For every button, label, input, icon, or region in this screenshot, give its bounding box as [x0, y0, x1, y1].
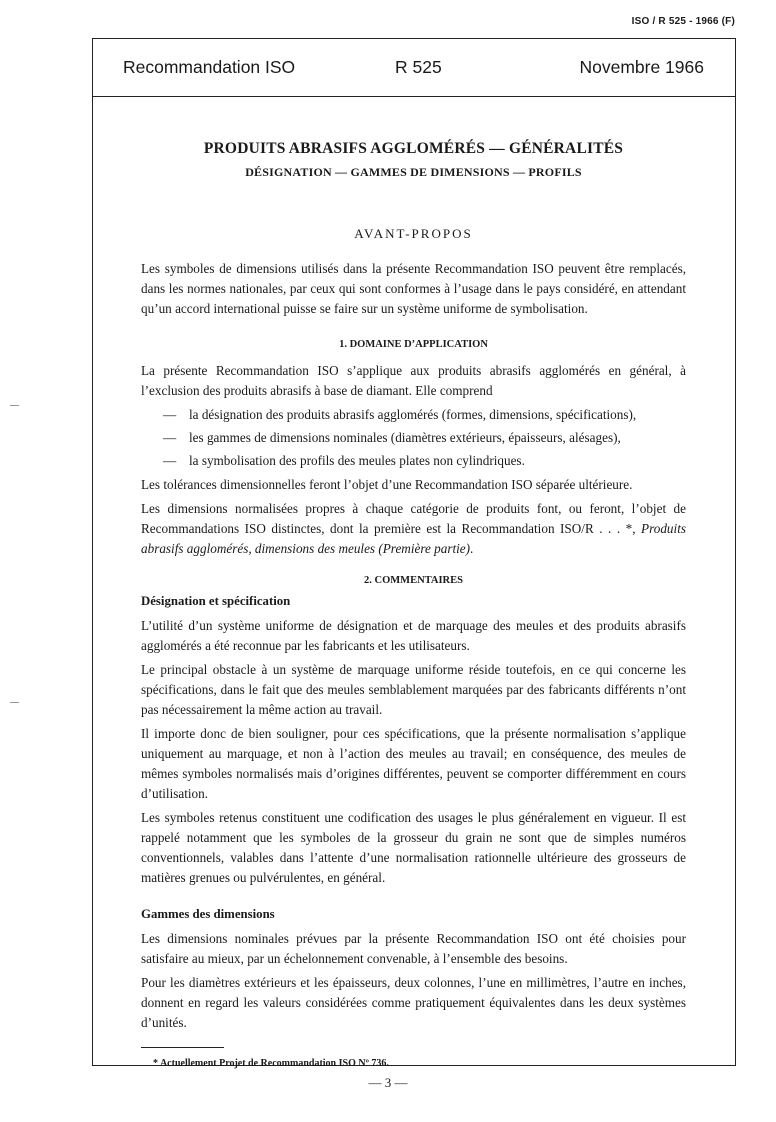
paragraph: Les dimensions nominales prévues par la présente Recommandation ISO ont été choisies pour satisfaire au mieux, par un échelonnement convenable, à l’ensemble des besoins. [141, 931, 686, 966]
section-2-heading: 2. COMMENTAIRES [364, 575, 463, 586]
avant-propos-heading: AVANT-PROPOS [354, 226, 473, 241]
margin-mark [10, 702, 19, 703]
header-bar [93, 39, 735, 97]
list-item-text: les gammes de dimensions nominales (diamètres extérieurs, épaisseurs, alésages), [189, 430, 621, 445]
paragraph: Il importe donc de bien souligner, pour ces spécifications, que la présente normalisation s’applique uniquement au marquage, et non à l’action des meules au travail; en conséquence, des meules de mêmes symboles normalisés mais d’origines différentes, peuvent se comporter différemment en cours d’utilisation. [141, 726, 686, 801]
margin-mark [10, 405, 19, 406]
document-body [141, 139, 686, 1074]
section-1-intro: La présente Recommandation ISO s’applique aux produits abrasifs agglomérés en général, à l’exclusion des produits abrasifs à base de diamant. Elle comprend [141, 363, 686, 398]
referenced-title: Produits abrasifs agglomérés, dimensions des meules (Première partie) [141, 521, 686, 556]
tolerances-paragraph: Les tolérances dimensionnelles feront l’objet d’une Recommandation ISO séparée ultérieure. [141, 477, 633, 492]
document-subtitle: DÉSIGNATION — GAMMES DE DIMENSIONS — PROFILS [245, 165, 582, 179]
subsection-designation: Désignation et spécification [141, 594, 291, 608]
dash-bullet: — [163, 407, 177, 422]
section-1-heading: 1. DOMAINE D’APPLICATION [339, 339, 488, 350]
paragraph: Pour les diamètres extérieurs et les épaisseurs, deux colonnes, l’une en millimètres, l’autre en inches, donnent en regard les valeurs considérées comme pratiquement équivalentes dans les deux systèmes d’unités. [141, 975, 686, 1030]
header-number: R 525 [395, 57, 442, 77]
footnote-rule [141, 1047, 224, 1048]
footnote: * Actuellement Projet de Recommandation ISO Nº 736. [153, 1058, 389, 1069]
page-number: — 3 — [368, 1075, 408, 1090]
page-frame [92, 38, 736, 1069]
period: . [470, 541, 474, 556]
dash-bullet: — [163, 430, 177, 445]
list-item-text: la symbolisation des profils des meules plates non cylindriques. [189, 453, 525, 468]
dash-bullet: — [163, 453, 177, 468]
header-left: Recommandation ISO [123, 57, 296, 77]
document-reference: ISO / R 525 - 1966 (F) [631, 16, 735, 27]
avant-propos-text: Les symboles de dimensions utilisés dans la présente Recommandation ISO peuvent être remplacés, dans les normes nationales, par ceux qui sont conformes à l’usage dans le pays considéré, en attendant qu’un accord international puisse se faire sur un système uniforme de symbolisation. [141, 261, 686, 316]
list-item-text: la désignation des produits abrasifs agglomérés (formes, dimensions, spécifications), [189, 407, 637, 422]
list-item [141, 451, 686, 471]
header-date: Novembre 1966 [579, 57, 704, 77]
scope-list [141, 405, 686, 471]
dimensions-text: Les dimensions normalisées propres à chaque catégorie de produits font, ou feront, l’objet de Recommandations ISO distinctes, dont la première est la Recommandation ISO/R . . . *, [141, 501, 686, 536]
paragraph: Le principal obstacle à un système de marquage uniforme réside toutefois, en ce qui concerne les spécifications, dans le fait que des meules semblablement marquées par des fabricants différents n’ont pas nécessairement la même action au travail. [141, 662, 686, 717]
list-item [141, 405, 686, 425]
paragraph: L’utilité d’un système uniforme de désignation et de marquage des meules et des produits abrasifs agglomérés a été reconnue par les fabricants et les utilisateurs. [141, 618, 686, 653]
paragraph: Les symboles retenus constituent une codification des usages le plus généralement en vigueur. Il est rappelé notamment que les symboles de la grosseur du grain ne sont que de simples numéros conventionnels, valables dans l’attente d’une normalisation rationnelle ultérieure des grosseurs de matières grenues ou pulvérulentes, en général. [141, 810, 686, 885]
dimensions-paragraph [141, 499, 686, 559]
list-item [141, 428, 686, 448]
document-title: PRODUITS ABRASIFS AGGLOMÉRÉS — GÉNÉRALITÉS [203, 140, 624, 157]
subsection-dimensions: Gammes des dimensions [141, 907, 275, 921]
